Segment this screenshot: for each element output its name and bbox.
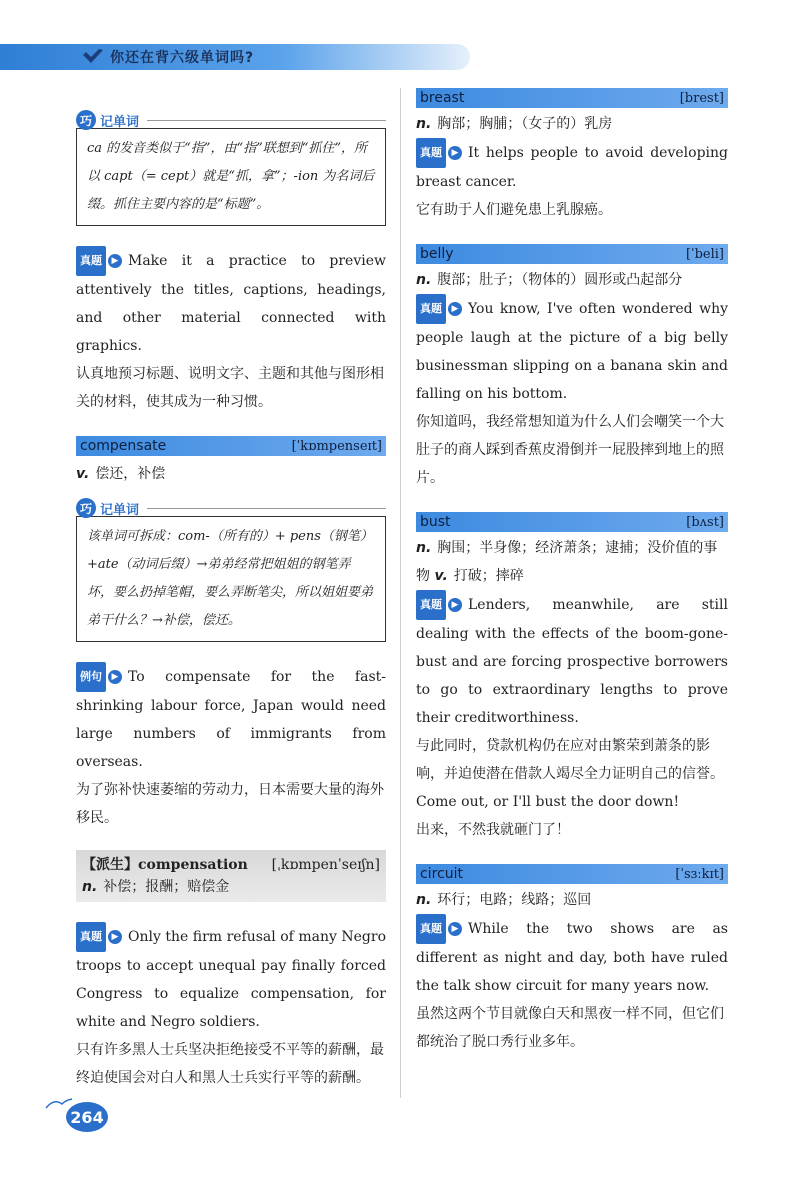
arrow-icon: ▶ bbox=[108, 670, 122, 684]
arrow-icon: ▶ bbox=[108, 930, 122, 944]
example-en: While the two shows are as different as night and day, both have ruled the talk show circuit for many years now. bbox=[416, 921, 728, 994]
tip-divider bbox=[147, 508, 386, 509]
tip-badge-icon: 巧 bbox=[76, 110, 96, 130]
arrow-icon: ▶ bbox=[108, 254, 122, 268]
exam-example-2 bbox=[76, 922, 386, 1092]
phonetic: [ˈbeli] bbox=[685, 246, 724, 262]
part-of-speech: n. bbox=[416, 272, 432, 288]
example-zh: 只有许多黑人士兵坚决拒绝接受不平等的薪酬，最终迫使国会对白人和黑人士兵实行平等的薪酬。 bbox=[76, 1042, 384, 1086]
zhenti-tag: 真题 ▶ bbox=[416, 590, 462, 620]
example-zh-2: 出来，不然我就砸门了！ bbox=[416, 822, 570, 838]
derived-tag: 【派生】 bbox=[82, 857, 138, 873]
example-en: You know, I've often wondered why people laugh at the picture of a big belly businessman slipping on a banana skin and falling on his bottom. bbox=[416, 301, 728, 402]
word-bar bbox=[416, 512, 728, 532]
meaning: 腹部；肚子；（物体的）圆形或凸起部分 bbox=[437, 272, 683, 288]
arrow-icon: ▶ bbox=[448, 922, 462, 936]
phonetic: [bʌst] bbox=[686, 514, 724, 530]
sentence-example bbox=[76, 662, 386, 832]
meaning: 偿还，补偿 bbox=[95, 466, 166, 482]
checkmark-icon bbox=[80, 44, 106, 70]
part-of-speech-2: v. bbox=[434, 568, 448, 584]
entry-bust bbox=[416, 512, 728, 844]
example-en: Lenders, meanwhile, are still dealing with the effects of the boom-gone-bust and are forcing prospective borrowers to go to extraordinary lengths to prove their creditworthiness. bbox=[416, 597, 728, 726]
tip-text: 该单词可拆成：com-（所有的）+ pens（钢笔）+ate（动词后缀）→弟弟经常把姐姐的钢笔弄坏，要么扔掉笔帽，要么弄断笔尖，所以姐姐要弟弟干什么？→补偿，偿还。 bbox=[76, 516, 386, 642]
entry-compensate bbox=[76, 436, 386, 488]
phonetic: [ˈsɜːkɪt] bbox=[675, 866, 724, 882]
header-title: 你还在背六级单词吗? bbox=[110, 50, 255, 66]
entry-circuit bbox=[416, 864, 728, 1056]
meaning: 胸围；半身像；经济萧条；逮捕；没价值的事物 bbox=[416, 540, 718, 584]
example-zh: 它有助于人们避免患上乳腺癌。 bbox=[416, 202, 612, 218]
word-bar bbox=[416, 864, 728, 884]
meaning: 胸部；胸脯；（女子的）乳房 bbox=[437, 116, 613, 132]
example-zh: 你知道吗，我经常想知道为什么人们会嘲笑一个大肚子的商人踩到香蕉皮滑倒并一屁股摔到地上的照片。 bbox=[416, 414, 724, 486]
headword: compensate bbox=[80, 438, 167, 454]
phonetic: [brest] bbox=[679, 90, 724, 106]
headword: bust bbox=[420, 514, 451, 530]
example-en-2: Come out, or I'll bust the door down! bbox=[416, 794, 680, 810]
liju-tag: 例句 ▶ bbox=[76, 662, 122, 692]
arrow-icon: ▶ bbox=[448, 598, 462, 612]
arrow-icon: ▶ bbox=[448, 302, 462, 316]
word-bar bbox=[416, 88, 728, 108]
tip-badge-icon: 巧 bbox=[76, 498, 96, 518]
zhenti-tag: 真题 ▶ bbox=[416, 138, 462, 168]
tip-title: 记单词 bbox=[100, 114, 140, 130]
example-en: Only the firm refusal of many Negro troops to accept unequal pay finally forced Congress to equalize compensation, for white and Negro soldiers. bbox=[76, 929, 386, 1030]
example-zh: 虽然这两个节目就像白天和黑夜一样不同，但它们都统治了脱口秀行业多年。 bbox=[416, 1006, 724, 1050]
page-number: 264 bbox=[66, 1102, 108, 1132]
entry-breast bbox=[416, 88, 728, 224]
tip-divider bbox=[147, 120, 386, 121]
headword: belly bbox=[420, 246, 454, 262]
zhenti-tag: 真题 ▶ bbox=[416, 914, 462, 944]
memory-tip-2 bbox=[76, 498, 386, 642]
zhenti-tag: 真题 ▶ bbox=[76, 922, 122, 952]
word-bar bbox=[76, 436, 386, 456]
example-en: Make it a practice to preview attentively the titles, captions, headings, and other material connected with graphics. bbox=[76, 253, 386, 354]
memory-tip bbox=[76, 110, 386, 226]
derived-pos: n. bbox=[82, 879, 98, 895]
phonetic: [ˈkɒmpenseɪt] bbox=[291, 438, 382, 454]
meaning-2: 打破；摔碎 bbox=[453, 568, 524, 584]
column-divider bbox=[400, 88, 401, 1098]
entry-belly bbox=[416, 244, 728, 492]
meaning: 环行；电路；线路；巡回 bbox=[437, 892, 592, 908]
arrow-icon: ▶ bbox=[448, 146, 462, 160]
derived-meaning: 补偿；报酬；赔偿金 bbox=[103, 879, 230, 895]
derived-box bbox=[76, 850, 386, 902]
headword: circuit bbox=[420, 866, 463, 882]
right-column bbox=[416, 88, 728, 1056]
example-zh: 为了弥补快速萎缩的劳动力，日本需要大量的海外移民。 bbox=[76, 782, 384, 826]
part-of-speech: n. bbox=[416, 116, 432, 132]
exam-example-1 bbox=[76, 246, 386, 416]
example-zh: 认真地预习标题、说明文字、主题和其他与图形相关的材料，使其成为一种习惯。 bbox=[76, 366, 384, 410]
derived-phonetic: [ˌkɒmpenˈseɪʃn] bbox=[271, 857, 380, 873]
example-en: It helps people to avoid developing breast cancer. bbox=[416, 145, 728, 190]
example-en: To compensate for the fast-shrinking labour force, Japan would need large numbers of immigrants from overseas. bbox=[76, 669, 386, 770]
zhenti-tag: 真题 ▶ bbox=[416, 294, 462, 324]
tip-title: 记单词 bbox=[100, 502, 140, 518]
part-of-speech: n. bbox=[416, 540, 432, 556]
example-zh: 与此同时，贷款机构仍在应对由繁荣到萧条的影响，并迫使潜在借款人竭尽全力证明自己的信誉。 bbox=[416, 738, 724, 782]
part-of-speech: n. bbox=[416, 892, 432, 908]
tip-text: ca 的发音类似于“指”，由“指”联想到“抓住”，所以 capt（= cept）就是“抓，拿”；-ion 为名词后缀。抓住主要内容的是“标题”。 bbox=[76, 128, 386, 226]
derived-word: compensation bbox=[138, 857, 248, 873]
left-column bbox=[76, 100, 386, 1092]
word-bar bbox=[416, 244, 728, 264]
zhenti-tag: 真题 ▶ bbox=[76, 246, 122, 276]
part-of-speech: v. bbox=[76, 466, 90, 482]
headword: breast bbox=[420, 90, 465, 106]
